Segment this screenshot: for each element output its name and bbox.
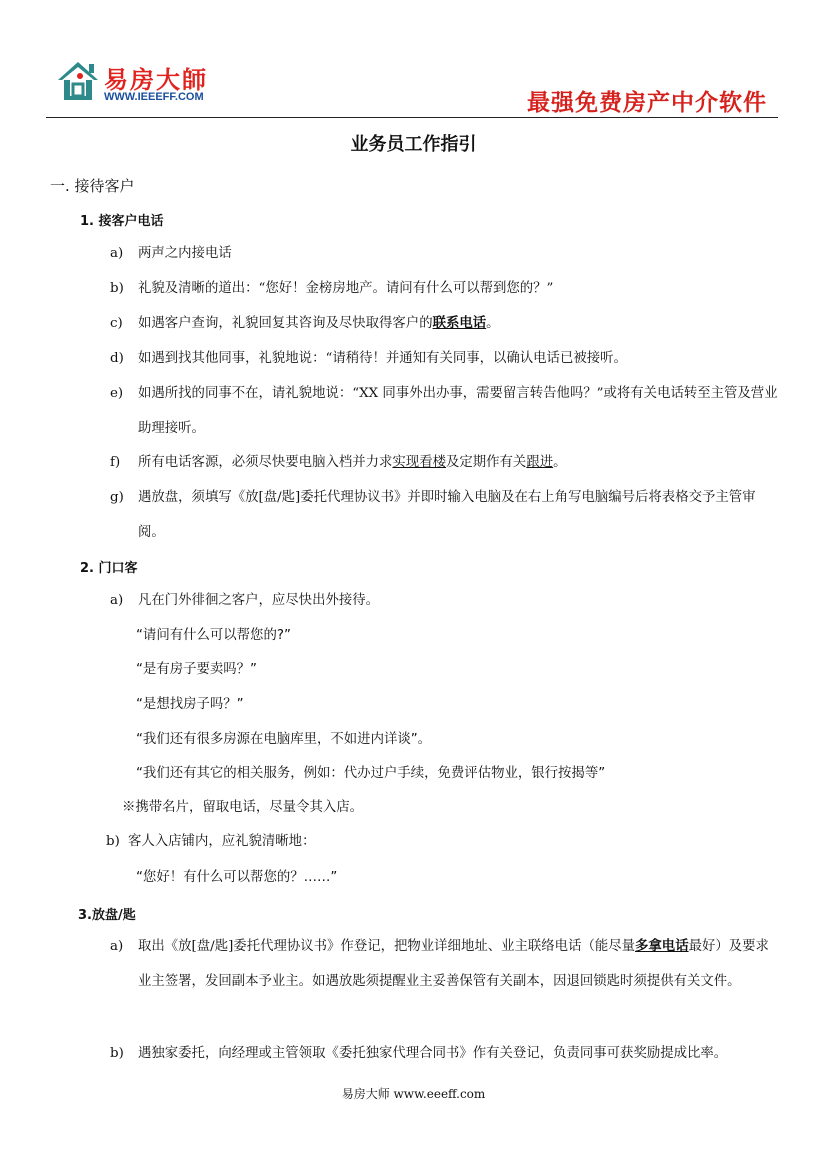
list-item	[110, 480, 782, 550]
text-run: 取出《放[盘/匙]委托代理协议书》作登记，把物业详细地址、业主联络电话（能尽量	[138, 939, 636, 954]
underlined-term: 联系电话	[432, 315, 487, 331]
list-marker: a)	[110, 593, 124, 608]
list-item	[110, 341, 782, 376]
list-text: 凡在门外徘徊之客户，应尽快出外接待。	[138, 593, 380, 608]
logo	[56, 58, 256, 108]
quote-line: “是有房子要卖吗？”	[136, 662, 257, 677]
list-marker: e)	[110, 386, 124, 401]
list-item	[110, 306, 782, 341]
list-text	[138, 929, 782, 999]
list-text: 遇独家委托，向经理或主管领取《委托独家代理合同书》作有关登记，负责同事可获奖励提成比率。	[138, 1046, 728, 1061]
list-text: 客人入店铺内，应礼貌清晰地：	[128, 834, 316, 849]
list-text	[138, 306, 782, 341]
list-item	[110, 929, 782, 999]
underlined-term: 多拿电话	[635, 938, 689, 954]
list-item	[110, 271, 782, 306]
subsection-heading: 2. 门口客	[80, 561, 138, 576]
logo-url: WWW.IEEEFF.COM	[104, 91, 204, 103]
header-slogan: 最强免费房产中介软件	[527, 90, 767, 116]
list-marker: d)	[110, 351, 124, 366]
list-marker: c)	[110, 316, 123, 331]
list-marker: b)	[110, 1046, 124, 1061]
house-icon	[56, 58, 102, 104]
list-marker: b)	[110, 281, 124, 296]
text-run: 所有电话客源，必须尽快要电脑入档并力求	[138, 455, 393, 470]
list-marker: b)	[106, 834, 120, 849]
underlined-term: 跟进	[526, 455, 554, 470]
quote-line: “请问有什么可以帮您的?”	[136, 628, 291, 643]
page-footer: 易房大师 www.eeeff.com	[341, 1087, 486, 1101]
text-run: 最好）及要求业主签署，发回副本予业主。如遇放匙须提醒业主妥善保管有关副本，因退回锁匙时须提供有关文件。	[138, 939, 769, 989]
text-run: 如遇客户查询，礼貌回复其咨询及尽快取得客户的	[138, 316, 433, 331]
quote-line: “我们还有其它的相关服务，例如：代办过户手续，免费评估物业，银行按揭等”	[136, 766, 606, 781]
list-item	[110, 376, 782, 446]
list-marker: a)	[110, 939, 124, 954]
section-heading: 一. 接待客户	[50, 177, 135, 195]
subsection-heading: 1. 接客户电话	[80, 214, 164, 229]
text-run: 及定期作有关	[445, 455, 527, 470]
list-marker: f)	[110, 455, 121, 470]
quote-line: “是想找房子吗？”	[136, 697, 244, 712]
list-text: 礼貌及清晰的道出：“您好！金榜房地产。请问有什么可以帮到您的？”	[138, 281, 554, 296]
underlined-term: 实现看楼	[392, 455, 446, 470]
list-text: 如遇到找其他同事，礼貌地说：“请稍待！并通知有关同事，以确认电话已被接听。	[138, 351, 627, 366]
list-text: 如遇所找的同事不在，请礼貌地说：“XX 同事外出办事，需要留言转告他吗？”或将有关电话转至主管及营业助理接听。	[138, 386, 778, 436]
quote-line: “您好！有什么可以帮您的？……”	[136, 870, 338, 885]
text-run: 。	[486, 316, 500, 331]
list-item	[110, 583, 782, 618]
subsection-heading: 3.放盘/匙	[78, 908, 136, 923]
list-text	[138, 445, 782, 480]
list-item	[106, 824, 778, 859]
list-marker: a)	[110, 246, 124, 261]
list-marker: g)	[110, 490, 124, 505]
quote-line: “我们还有很多房源在电脑库里，不如进内详谈”。	[136, 732, 432, 747]
list-text: 两声之内接电话	[138, 246, 232, 261]
note-line: ※携带名片，留取电话，尽量令其入店。	[122, 800, 364, 815]
list-text: 遇放盘，须填写《放[盘/匙]委托代理协议书》并即时输入电脑及在右上角写电脑编号后将表格交予主管审阅。	[138, 490, 756, 540]
header-divider	[46, 117, 778, 118]
list-item	[110, 236, 782, 271]
list-item	[110, 445, 782, 480]
logo-name: 易房大師	[104, 65, 208, 94]
document-title: 业务员工作指引	[350, 134, 477, 155]
list-item	[110, 1036, 782, 1071]
text-run: 。	[553, 455, 567, 470]
